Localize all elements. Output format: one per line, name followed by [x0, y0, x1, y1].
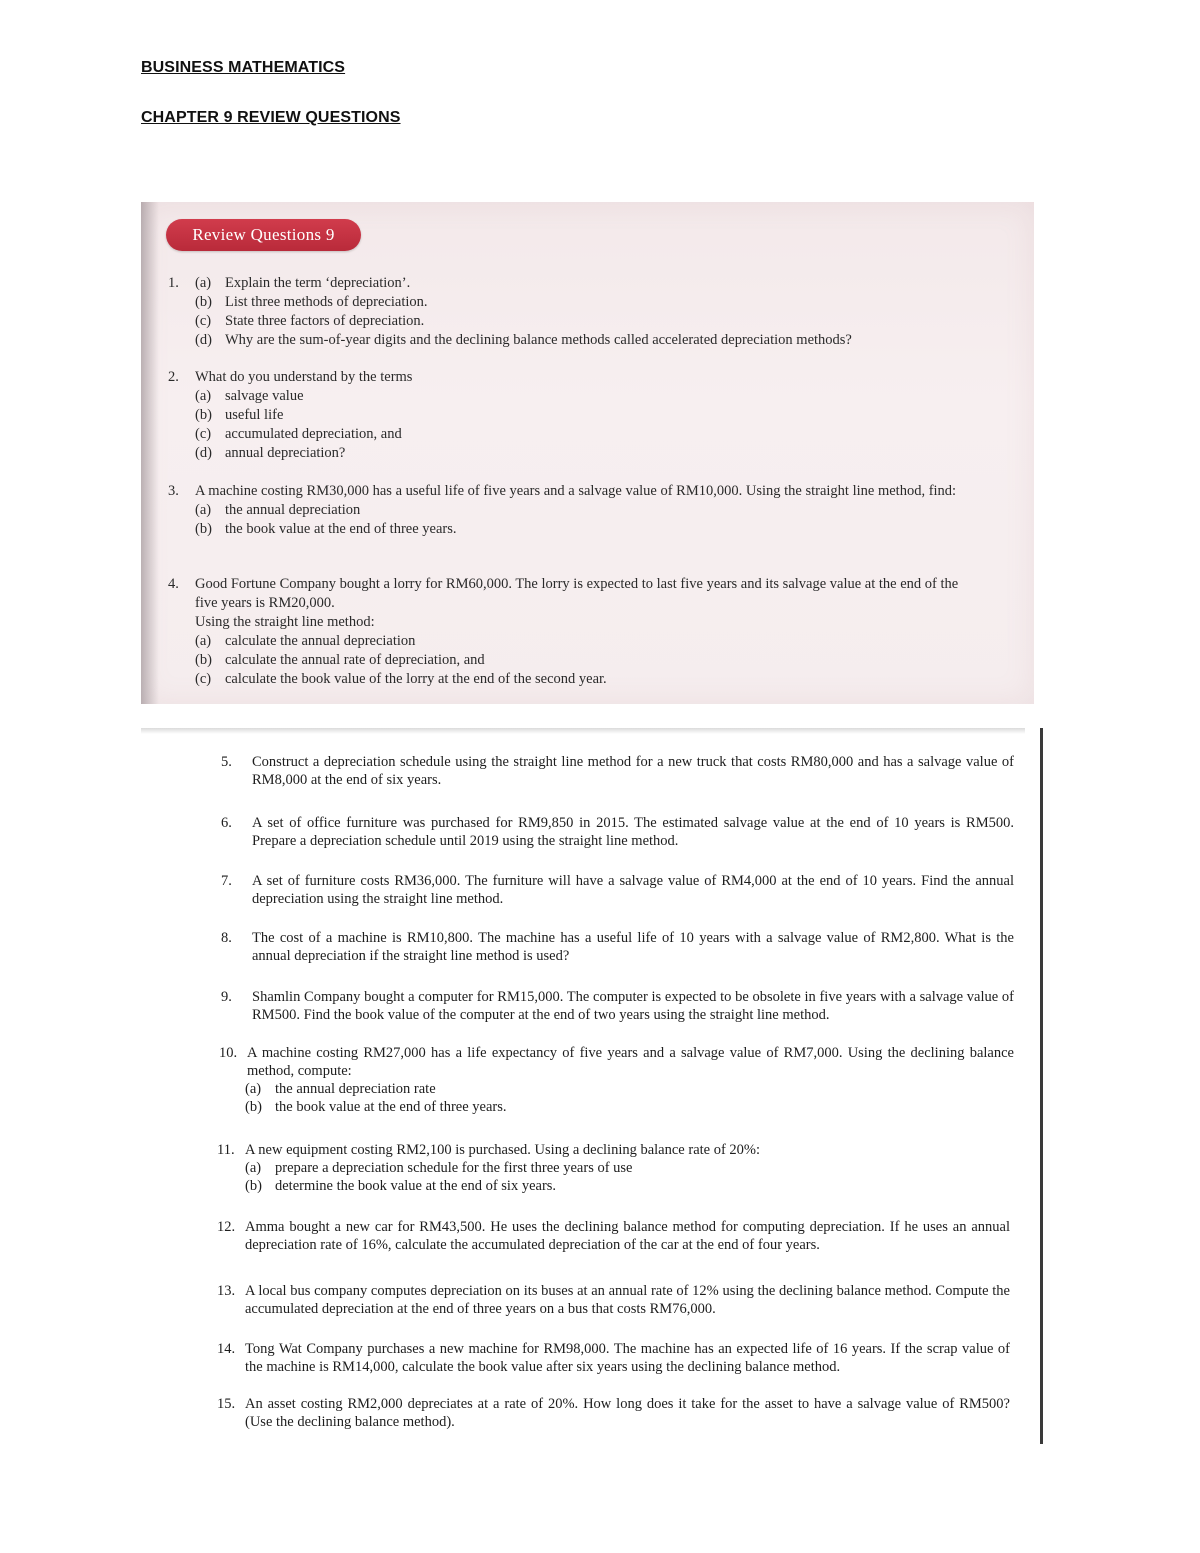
- question-part: (a) the annual depreciation: [195, 502, 361, 518]
- question-number: 7.: [221, 873, 232, 889]
- question-number: 14.: [217, 1341, 236, 1357]
- question-stem-2: Using the straight line method:: [195, 614, 375, 630]
- question-text: The cost of a machine is RM10,800. The machine has a useful life of 10 years with a salvage value of RM2,800. What is the annual depreciation if the straight line method is used?: [252, 930, 1014, 964]
- question-number: 6.: [221, 815, 232, 831]
- question-15: [217, 1395, 1010, 1431]
- question-number: 11.: [217, 1142, 235, 1158]
- question-text: Construct a depreciation schedule using the straight line method for a new truck that costs RM80,000 and has a salvage value of RM8,000 at the end of six years.: [252, 754, 1014, 788]
- scan-edge: [1040, 728, 1043, 1444]
- question-part: (b) the book value at the end of three years.: [245, 1099, 507, 1115]
- question-12: [217, 1218, 1010, 1254]
- review-questions-badge: Review Questions 9: [166, 219, 361, 251]
- question-text: An asset costing RM2,000 depreciates at a rate of 20%. How long does it take for the asset to have a salvage value of RM500? (Use the declining balance method).: [245, 1396, 1010, 1430]
- question-number: 9.: [221, 989, 232, 1005]
- question-part: (b) calculate the annual rate of depreciation, and: [195, 652, 485, 668]
- question-part: (c) accumulated depreciation, and: [195, 426, 402, 442]
- question-text: A machine costing RM27,000 has a life expectancy of five years and a salvage value of RM7,000. Using the declining balance method, compute:: [247, 1045, 1014, 1079]
- scanned-page-top: [141, 202, 1034, 704]
- question-text: Shamlin Company bought a computer for RM15,000. The computer is expected to be obsolete in five years with a salvage value of RM500. Find the book value of the computer at the end of two years using the straight line method.: [252, 989, 1014, 1023]
- question-11: [217, 1141, 1014, 1195]
- question-number: 5.: [221, 754, 232, 770]
- document-title: BUSINESS MATHEMATICS: [141, 59, 346, 76]
- question-9: [221, 988, 1014, 1024]
- question-part: (d) annual depreciation?: [195, 445, 346, 461]
- question-stem: A machine costing RM30,000 has a useful life of five years and a salvage value of RM10,000. Using the straight line method, find:: [195, 483, 957, 499]
- question-part: (c) State three factors of depreciation.: [195, 313, 425, 329]
- question-text: Tong Wat Company purchases a new machine for RM98,000. The machine has an expected life of 16 years. If the scrap value of the machine is RM14,000, calculate the book value after six years using the declining balance method.: [245, 1341, 1010, 1375]
- question-part: (a) the annual depreciation rate: [245, 1081, 436, 1097]
- question-part: (c) calculate the book value of the lorry at the end of the second year.: [195, 671, 607, 687]
- question-part: (a) prepare a depreciation schedule for the first three years of use: [245, 1160, 633, 1176]
- question-10: [219, 1044, 1014, 1116]
- question-number: 10.: [219, 1045, 238, 1061]
- question-stem: What do you understand by the terms: [195, 369, 413, 385]
- question-number: 15.: [217, 1396, 236, 1412]
- question-text: A set of furniture costs RM36,000. The furniture will have a salvage value of RM4,000 at the end of 10 years. Find the annual depreciation using the straight line method.: [252, 873, 1014, 907]
- question-3: [168, 482, 968, 539]
- question-part: (d) Why are the sum-of-year digits and the declining balance methods called accelerated depreciation methods?: [195, 332, 852, 348]
- scan-edge: [141, 728, 1025, 734]
- question-number: 2.: [168, 369, 179, 385]
- question-part: (a) calculate the annual depreciation: [195, 633, 416, 649]
- question-text: A set of office furniture was purchased for RM9,850 in 2015. The estimated salvage value at the end of 10 years is RM500. Prepare a depreciation schedule until 2019 using the straight line method.: [252, 815, 1014, 849]
- question-number: 8.: [221, 930, 232, 946]
- question-number: 1.: [168, 275, 179, 291]
- question-part: (b) the book value at the end of three years.: [195, 521, 457, 537]
- question-number: 13.: [217, 1283, 236, 1299]
- question-7: [221, 872, 1014, 908]
- scanned-page-bottom: [141, 728, 1043, 1444]
- question-part: (b) List three methods of depreciation.: [195, 294, 428, 310]
- question-6: [221, 814, 1014, 850]
- question-text: Amma bought a new car for RM43,500. He uses the declining balance method for computing depreciation. If he uses an annual depreciation rate of 16%, calculate the accumulated depreciation of the car at the end of four years.: [245, 1219, 1010, 1253]
- question-text: A local bus company computes depreciation on its buses at an annual rate of 12% using the declining balance method. Compute the accumulated depreciation at the end of three years on a bus that costs RM76,000.: [245, 1283, 1010, 1317]
- question-13: [217, 1282, 1010, 1318]
- question-number: 4.: [168, 576, 179, 592]
- question-part: (b) determine the book value at the end of six years.: [245, 1178, 557, 1194]
- question-5: [221, 753, 1014, 789]
- question-8: [221, 929, 1014, 965]
- question-4: [168, 575, 968, 689]
- question-number: 3.: [168, 483, 179, 499]
- question-stem: Good Fortune Company bought a lorry for RM60,000. The lorry is expected to last five years and its salvage value at the end of the five years is RM20,000.: [195, 576, 959, 611]
- question-part: (a) salvage value: [195, 388, 304, 404]
- chapter-heading: CHAPTER 9 REVIEW QUESTIONS: [141, 109, 401, 126]
- question-2: [168, 368, 928, 463]
- question-part: (a) Explain the term ‘depreciation’.: [195, 275, 411, 291]
- question-text: A new equipment costing RM2,100 is purchased. Using a declining balance rate of 20%:: [245, 1142, 761, 1158]
- question-part: (b) useful life: [195, 407, 284, 423]
- question-1: [168, 274, 1028, 350]
- question-14: [217, 1340, 1010, 1376]
- question-number: 12.: [217, 1219, 236, 1235]
